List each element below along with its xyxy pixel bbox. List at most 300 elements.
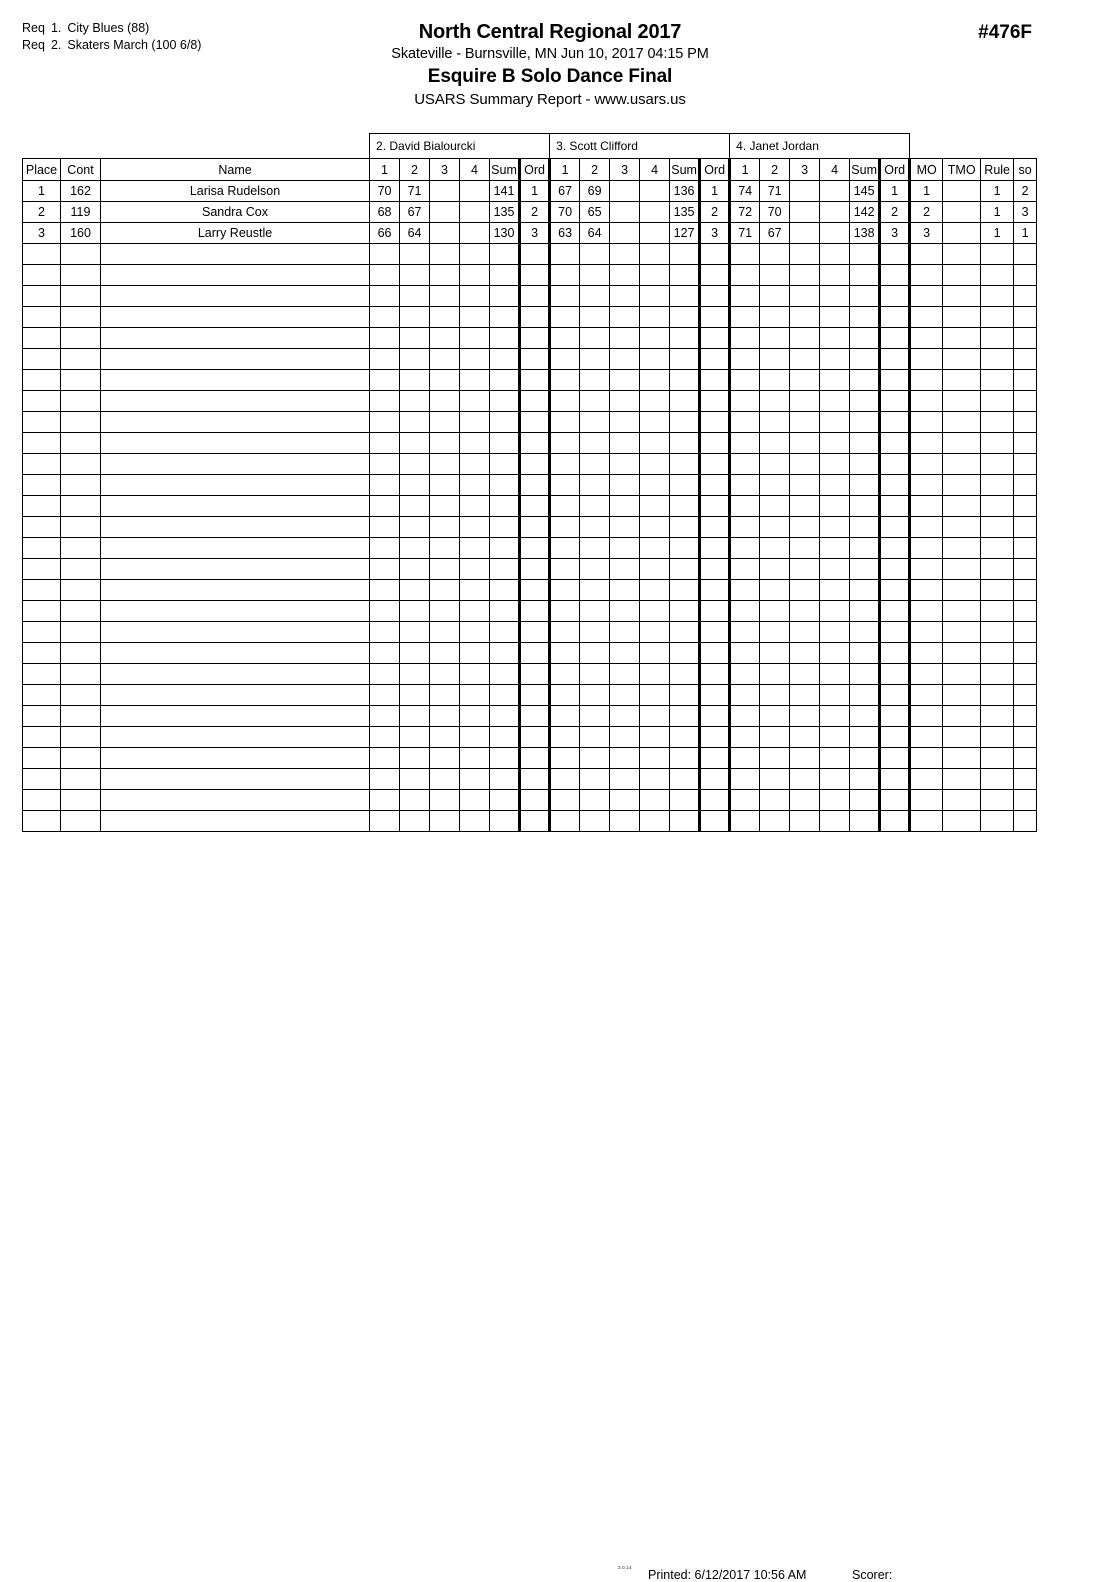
- cell-empty: [730, 601, 760, 622]
- column-header-rule: Rule: [981, 159, 1014, 181]
- cell-empty: [370, 307, 400, 328]
- cell-j1-4: [460, 223, 490, 244]
- cell-empty: [981, 433, 1014, 454]
- cell-empty: [400, 475, 430, 496]
- cell-empty: [400, 706, 430, 727]
- cell-empty: [760, 622, 790, 643]
- cell-empty: [580, 559, 610, 580]
- cell-empty: [23, 517, 61, 538]
- table-row-empty[interactable]: [23, 538, 1037, 559]
- cell-skater-name: Larisa Rudelson: [101, 181, 370, 202]
- cell-empty: [943, 601, 981, 622]
- cell-j2-4: [640, 223, 670, 244]
- cell-empty: [640, 496, 670, 517]
- cell-empty: [943, 811, 981, 832]
- cell-empty: [460, 580, 490, 601]
- cell-j2-2: 65: [580, 202, 610, 223]
- cell-empty: [430, 412, 460, 433]
- cell-empty: [370, 433, 400, 454]
- cell-empty: [61, 433, 101, 454]
- table-row-empty[interactable]: [23, 706, 1037, 727]
- cell-empty: [1014, 601, 1037, 622]
- cell-empty: [580, 538, 610, 559]
- report-footer: [0, 783, 1100, 1582]
- cell-empty: [520, 244, 550, 265]
- cell-empty: [820, 307, 850, 328]
- cell-empty: [520, 727, 550, 748]
- cell-empty: [981, 349, 1014, 370]
- cell-empty: [23, 685, 61, 706]
- cell-empty: [640, 559, 670, 580]
- cell-j1-3: [430, 181, 460, 202]
- column-header-j2-ord: Ord: [700, 159, 730, 181]
- cell-empty: [430, 664, 460, 685]
- cell-rule: 1: [981, 202, 1014, 223]
- cell-empty: [760, 349, 790, 370]
- cell-empty: [640, 748, 670, 769]
- requirement-text: City Blues (88): [67, 21, 150, 35]
- cell-empty: [730, 307, 760, 328]
- table-row-empty[interactable]: [23, 748, 1037, 769]
- cell-j3-3: [790, 181, 820, 202]
- cell-empty: [943, 307, 981, 328]
- cell-empty: [820, 664, 850, 685]
- cell-empty: [943, 412, 981, 433]
- table-row-empty[interactable]: [23, 475, 1037, 496]
- cell-empty: [670, 475, 700, 496]
- cell-empty: [981, 748, 1014, 769]
- cell-empty: [490, 412, 520, 433]
- cell-empty: [730, 412, 760, 433]
- cell-empty: [943, 559, 981, 580]
- cell-empty: [981, 454, 1014, 475]
- cell-empty: [943, 475, 981, 496]
- cell-empty: [61, 412, 101, 433]
- cell-contestant-number: 160: [61, 223, 101, 244]
- cell-empty: [550, 811, 580, 832]
- table-row-empty[interactable]: [23, 496, 1037, 517]
- cell-empty: [880, 664, 910, 685]
- cell-empty: [910, 244, 943, 265]
- cell-empty: [23, 433, 61, 454]
- cell-j2-1: 67: [550, 181, 580, 202]
- cell-empty: [730, 244, 760, 265]
- cell-empty: [400, 601, 430, 622]
- cell-empty: [61, 706, 101, 727]
- cell-empty: [700, 685, 730, 706]
- cell-empty: [670, 391, 700, 412]
- cell-empty: [730, 811, 760, 832]
- cell-empty: [760, 412, 790, 433]
- cell-empty: [910, 475, 943, 496]
- table-row-empty[interactable]: [23, 517, 1037, 538]
- cell-empty: [640, 391, 670, 412]
- table-row-empty[interactable]: [23, 664, 1037, 685]
- cell-empty: [430, 244, 460, 265]
- cell-empty: [640, 643, 670, 664]
- cell-empty: [700, 265, 730, 286]
- cell-empty: [520, 538, 550, 559]
- cell-empty: [1014, 664, 1037, 685]
- cell-j1-3: [430, 223, 460, 244]
- cell-empty: [370, 349, 400, 370]
- column-header-place: Place: [23, 159, 61, 181]
- results-grid: [22, 133, 1033, 832]
- cell-empty: [730, 538, 760, 559]
- cell-empty: [101, 328, 370, 349]
- cell-empty: [520, 391, 550, 412]
- cell-empty: [430, 391, 460, 412]
- cell-place: 2: [23, 202, 61, 223]
- cell-empty: [790, 811, 820, 832]
- column-header-j1-2: 2: [400, 159, 430, 181]
- cell-empty: [580, 454, 610, 475]
- cell-empty: [640, 433, 670, 454]
- cell-empty: [400, 370, 430, 391]
- judge-band-row: [23, 134, 1037, 159]
- cell-empty: [610, 685, 640, 706]
- cell-empty: [700, 454, 730, 475]
- cell-empty: [730, 559, 760, 580]
- cell-empty: [700, 349, 730, 370]
- cell-empty: [790, 580, 820, 601]
- cell-empty: [23, 727, 61, 748]
- cell-empty: [1014, 811, 1037, 832]
- cell-empty: [850, 811, 880, 832]
- cell-empty: [520, 433, 550, 454]
- cell-j2-ord: 1: [700, 181, 730, 202]
- cell-empty: [760, 433, 790, 454]
- cell-empty: [730, 391, 760, 412]
- cell-empty: [790, 370, 820, 391]
- cell-j1-1: 66: [370, 223, 400, 244]
- cell-empty: [910, 265, 943, 286]
- cell-empty: [550, 307, 580, 328]
- table-row-empty[interactable]: [23, 433, 1037, 454]
- cell-j1-2: 71: [400, 181, 430, 202]
- cell-empty: [850, 475, 880, 496]
- cell-empty: [670, 559, 700, 580]
- cell-empty: [730, 370, 760, 391]
- cell-empty: [640, 622, 670, 643]
- table-row-empty[interactable]: [23, 349, 1037, 370]
- cell-empty: [520, 664, 550, 685]
- table-row-empty[interactable]: [23, 454, 1037, 475]
- cell-empty: [700, 622, 730, 643]
- cell-empty: [700, 727, 730, 748]
- cell-empty: [520, 601, 550, 622]
- cell-empty: [430, 706, 460, 727]
- cell-empty: [610, 622, 640, 643]
- cell-empty: [23, 643, 61, 664]
- table-row-empty[interactable]: [23, 559, 1037, 580]
- cell-empty: [101, 622, 370, 643]
- table-row-empty[interactable]: [23, 601, 1037, 622]
- cell-empty: [460, 433, 490, 454]
- cell-empty: [580, 265, 610, 286]
- cell-empty: [981, 244, 1014, 265]
- cell-empty: [700, 328, 730, 349]
- cell-empty: [400, 643, 430, 664]
- cell-empty: [23, 748, 61, 769]
- cell-empty: [910, 412, 943, 433]
- cell-empty: [101, 244, 370, 265]
- cell-j3-3: [790, 202, 820, 223]
- cell-empty: [490, 265, 520, 286]
- cell-empty: [700, 580, 730, 601]
- cell-empty: [460, 601, 490, 622]
- table-row-empty[interactable]: [23, 328, 1037, 349]
- column-header-j1-sum: Sum: [490, 159, 520, 181]
- column-header-j2-2: 2: [580, 159, 610, 181]
- cell-empty: [460, 538, 490, 559]
- cell-empty: [550, 664, 580, 685]
- cell-empty: [880, 706, 910, 727]
- cell-empty: [850, 559, 880, 580]
- cell-empty: [670, 328, 700, 349]
- cell-empty: [550, 433, 580, 454]
- cell-empty: [943, 538, 981, 559]
- cell-empty: [580, 664, 610, 685]
- cell-empty: [370, 664, 400, 685]
- cell-j3-1: 74: [730, 181, 760, 202]
- cell-empty: [460, 286, 490, 307]
- cell-empty: [610, 475, 640, 496]
- cell-empty: [61, 727, 101, 748]
- column-header-tmo: TMO: [943, 159, 981, 181]
- cell-j1-4: [460, 202, 490, 223]
- cell-j2-1: 70: [550, 202, 580, 223]
- cell-empty: [910, 349, 943, 370]
- cell-empty: [1014, 370, 1037, 391]
- cell-empty: [370, 580, 400, 601]
- cell-empty: [981, 496, 1014, 517]
- cell-empty: [1014, 328, 1037, 349]
- cell-j1-ord: 1: [520, 181, 550, 202]
- cell-empty: [61, 643, 101, 664]
- cell-empty: [670, 349, 700, 370]
- cell-empty: [460, 727, 490, 748]
- cell-empty: [520, 748, 550, 769]
- cell-empty: [670, 622, 700, 643]
- cell-empty: [550, 349, 580, 370]
- table-row-empty[interactable]: [23, 391, 1037, 412]
- cell-empty: [610, 307, 640, 328]
- table-row-empty[interactable]: [23, 244, 1037, 265]
- table-row-empty[interactable]: [23, 307, 1037, 328]
- cell-empty: [61, 286, 101, 307]
- cell-empty: [1014, 433, 1037, 454]
- cell-empty: [981, 664, 1014, 685]
- table-row-empty[interactable]: [23, 412, 1037, 433]
- cell-tmo: [943, 202, 981, 223]
- cell-empty: [610, 433, 640, 454]
- cell-empty: [790, 664, 820, 685]
- cell-empty: [850, 391, 880, 412]
- cell-empty: [1014, 517, 1037, 538]
- table-row[interactable]: [23, 223, 1037, 244]
- cell-empty: [850, 538, 880, 559]
- cell-empty: [943, 328, 981, 349]
- cell-empty: [730, 664, 760, 685]
- cell-empty: [880, 433, 910, 454]
- cell-empty: [760, 748, 790, 769]
- cell-empty: [1014, 580, 1037, 601]
- cell-empty: [460, 454, 490, 475]
- cell-empty: [820, 811, 850, 832]
- cell-empty: [550, 286, 580, 307]
- cell-empty: [550, 643, 580, 664]
- cell-empty: [430, 328, 460, 349]
- cell-empty: [730, 622, 760, 643]
- cell-empty: [700, 307, 730, 328]
- cell-empty: [460, 685, 490, 706]
- cell-empty: [640, 307, 670, 328]
- cell-j3-3: [790, 223, 820, 244]
- cell-empty: [520, 685, 550, 706]
- cell-empty: [850, 643, 880, 664]
- table-row-empty[interactable]: [23, 685, 1037, 706]
- table-row-empty[interactable]: [23, 811, 1037, 832]
- cell-empty: [101, 370, 370, 391]
- cell-j1-ord: 3: [520, 223, 550, 244]
- cell-empty: [790, 475, 820, 496]
- cell-empty: [730, 328, 760, 349]
- cell-j1-1: 68: [370, 202, 400, 223]
- cell-empty: [640, 454, 670, 475]
- judge-band-spacer-right: [910, 134, 1037, 159]
- cell-empty: [850, 601, 880, 622]
- cell-empty: [23, 559, 61, 580]
- cell-empty: [23, 370, 61, 391]
- cell-empty: [370, 727, 400, 748]
- cell-j2-1: 63: [550, 223, 580, 244]
- cell-empty: [760, 454, 790, 475]
- cell-empty: [430, 454, 460, 475]
- cell-j2-3: [610, 181, 640, 202]
- cell-empty: [520, 286, 550, 307]
- cell-empty: [760, 475, 790, 496]
- cell-empty: [760, 370, 790, 391]
- cell-empty: [550, 496, 580, 517]
- cell-empty: [820, 706, 850, 727]
- cell-empty: [760, 496, 790, 517]
- table-row-empty[interactable]: [23, 580, 1037, 601]
- table-row-empty[interactable]: [23, 643, 1037, 664]
- cell-empty: [880, 811, 910, 832]
- judge-name-header: 3. Scott Clifford: [550, 134, 730, 159]
- cell-j2-ord: 2: [700, 202, 730, 223]
- cell-j3-4: [820, 181, 850, 202]
- cell-j3-sum: 142: [850, 202, 880, 223]
- cell-empty: [23, 601, 61, 622]
- cell-empty: [1014, 307, 1037, 328]
- cell-empty: [400, 580, 430, 601]
- cell-empty: [580, 748, 610, 769]
- cell-empty: [430, 748, 460, 769]
- cell-empty: [430, 643, 460, 664]
- cell-empty: [730, 727, 760, 748]
- cell-empty: [101, 811, 370, 832]
- cell-empty: [520, 706, 550, 727]
- cell-empty: [430, 622, 460, 643]
- cell-place: 3: [23, 223, 61, 244]
- cell-j2-sum: 135: [670, 202, 700, 223]
- cell-j3-sum: 138: [850, 223, 880, 244]
- cell-empty: [880, 685, 910, 706]
- cell-empty: [23, 811, 61, 832]
- cell-empty: [550, 265, 580, 286]
- requirements-block: [22, 20, 201, 54]
- cell-empty: [580, 580, 610, 601]
- cell-empty: [1014, 454, 1037, 475]
- cell-empty: [400, 391, 430, 412]
- table-row-empty[interactable]: [23, 286, 1037, 307]
- cell-empty: [101, 286, 370, 307]
- cell-empty: [760, 328, 790, 349]
- cell-empty: [790, 685, 820, 706]
- cell-empty: [550, 517, 580, 538]
- cell-empty: [850, 286, 880, 307]
- table-row-empty[interactable]: [23, 622, 1037, 643]
- cell-mo: 1: [910, 181, 943, 202]
- cell-empty: [1014, 559, 1037, 580]
- table-row-empty[interactable]: [23, 370, 1037, 391]
- cell-empty: [430, 496, 460, 517]
- cell-empty: [760, 664, 790, 685]
- cell-empty: [981, 538, 1014, 559]
- cell-empty: [700, 433, 730, 454]
- cell-empty: [400, 811, 430, 832]
- cell-empty: [700, 244, 730, 265]
- cell-empty: [820, 559, 850, 580]
- cell-empty: [430, 685, 460, 706]
- event-title: North Central Regional 2017: [418, 21, 682, 43]
- cell-empty: [910, 559, 943, 580]
- table-row-empty[interactable]: [23, 265, 1037, 286]
- column-header-j1-3: 3: [430, 159, 460, 181]
- cell-j2-ord: 3: [700, 223, 730, 244]
- cell-empty: [730, 454, 760, 475]
- cell-empty: [101, 643, 370, 664]
- cell-empty: [101, 391, 370, 412]
- cell-empty: [880, 748, 910, 769]
- requirement-label: Req: [22, 38, 45, 52]
- cell-empty: [101, 748, 370, 769]
- table-row[interactable]: [23, 181, 1037, 202]
- cell-empty: [670, 244, 700, 265]
- cell-empty: [610, 517, 640, 538]
- requirement-line: [22, 20, 201, 37]
- cell-empty: [370, 370, 400, 391]
- table-row-empty[interactable]: [23, 727, 1037, 748]
- cell-empty: [760, 727, 790, 748]
- cell-empty: [610, 496, 640, 517]
- cell-empty: [943, 391, 981, 412]
- cell-empty: [370, 475, 400, 496]
- column-header-j1-ord: Ord: [520, 159, 550, 181]
- cell-empty: [850, 307, 880, 328]
- table-row[interactable]: [23, 202, 1037, 223]
- judge-band-spacer: [23, 134, 370, 159]
- cell-empty: [490, 391, 520, 412]
- cell-empty: [670, 601, 700, 622]
- cell-empty: [880, 244, 910, 265]
- cell-empty: [1014, 349, 1037, 370]
- cell-empty: [850, 454, 880, 475]
- cell-empty: [700, 706, 730, 727]
- cell-empty: [640, 811, 670, 832]
